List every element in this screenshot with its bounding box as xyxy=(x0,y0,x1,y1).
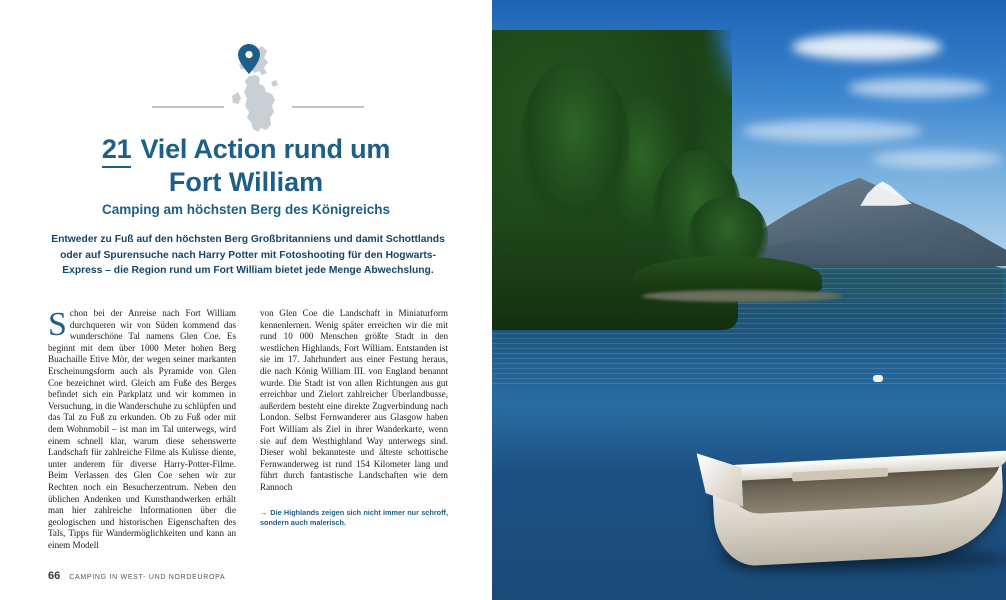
left-text-page xyxy=(0,0,492,600)
body-text-left: chon bei der Anreise nach Fort William durchqueren wir von Süden kommend das wunderschöne Tal namens Glen Coe. Es beginnt mit dem über 1000 Meter hohen Berg Buachaille Etive Mòr, der wegen seiner markanten Erscheinungsform auch als Pyramide von Glen Coe bezeichnet wird. Gleich am Fuße des Berges befindet sich ein Parkplatz und wir kommen in Versuchung, in die Wanderschuhe zu schlüpfen und das Tal zu Fuß zu erkunden. Ob zu Fuß oder mit dem Wohnmobil – ist man im Tal unterwegs, wird einem schnell klar, warum diese sehenswerte Landschaft für zahlreiche Filme als Kulisse diente, unter anderem für diverse Harry-Potter-Filme. Beim Verlassen des Glen Coe sehen wir zur Rechten noch ein Besucherzentrum. Neben den üblichen Andenken und Kunsthandwerken erhält man hier zahlreiche Informationen über die geologischen und historischen Eigenschaften des Tals, Tipps für Wandermöglichkeiten und kann an einem Modell xyxy=(48,308,236,550)
cloud xyxy=(848,78,988,98)
chapter-title-line-1: Viel Action rund um xyxy=(140,134,391,164)
body-text-right: von Glen Coe die Landschaft in Miniaturform kennenlernen. Wenig später erreichen wir die mit rund 10 000 Menschen größte Stadt in den westlichen Highlands, Fort William. Entstanden ist sie im 17. Jahrhundert aus einer Festung heraus, die nach König William III. von England benannt wurde. Die Stadt ist von allen Richtungen aus gut erreichbar und Zielort zahlreicher Überlandbusse, außerdem besteht eine direkte Zugverbindung nach London. Selbst Fernwanderer aus Glasgow haben Fort William als Ziel in ihrer Wanderkarte, wenn sie auf dem Westhighland Way unterwegs sind. Dieser wohl bekannteste und älteste schottische Fernwanderweg ist rund 154 Kilometer lang und führt durch fantastische Landschaften wie dem Rannoch xyxy=(260,308,448,492)
photo-caption-text: Die Highlands zeigen sich nicht immer nur schroff, sondern auch malerisch. xyxy=(260,507,448,527)
drop-cap: S xyxy=(48,306,67,343)
chapter-subtitle: Camping am höchsten Berg des Königreichs xyxy=(101,202,391,217)
buoy xyxy=(873,375,883,382)
header-rule-right xyxy=(292,106,364,108)
page-footer xyxy=(48,570,225,582)
chapter-title xyxy=(0,132,492,199)
landscape-photograph xyxy=(492,0,1006,600)
right-photo-page xyxy=(492,0,1006,600)
chapter-lede: Entweder zu Fuß auf den höchsten Berg Großbritanniens und damit Schottlands oder auf Spurensuche nach Harry Potter mit Fotoshooting für den Hogwarts-Express – die Region rund um Fort William bietet jede Menge Abwechslung. xyxy=(51,234,445,276)
chapter-title-line-2: Fort William xyxy=(168,167,324,197)
running-head: CAMPING IN WEST- UND NORDEUROPA xyxy=(69,574,226,581)
header-rule-left xyxy=(152,106,224,108)
body-column-left xyxy=(48,308,236,558)
chapter-header-ornament xyxy=(0,22,492,140)
cloud xyxy=(872,150,1002,168)
page-number: 66 xyxy=(48,570,61,582)
photo-caption xyxy=(260,508,448,528)
shoreline-strip xyxy=(642,290,842,302)
cloud xyxy=(792,34,942,60)
map-pin-icon xyxy=(238,44,260,74)
body-column-right xyxy=(260,308,448,558)
chapter-number: 21 xyxy=(102,134,132,168)
body-columns xyxy=(48,308,448,558)
cloud xyxy=(742,120,922,142)
arrow-right-icon: → xyxy=(260,507,268,517)
tree xyxy=(520,60,630,230)
